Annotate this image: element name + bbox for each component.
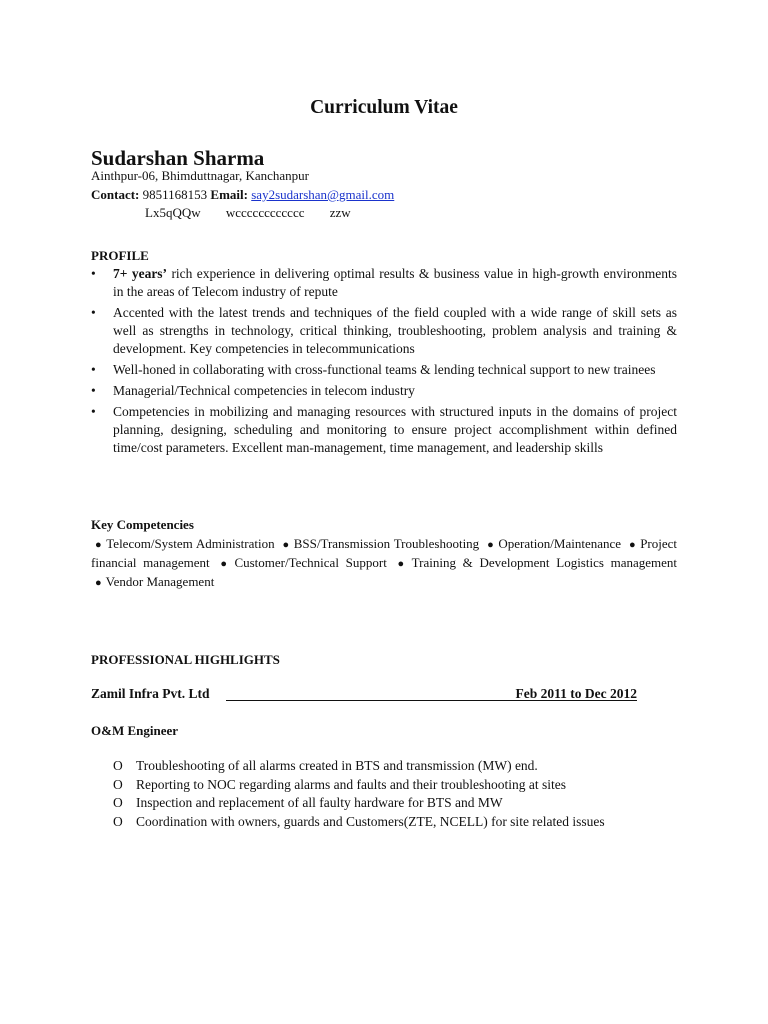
employer-row bbox=[91, 685, 637, 703]
profile-item-text: Well-honed in collaborating with cross-functional teams & lending technical support to new trainees bbox=[113, 362, 656, 377]
candidate-name: Sudarshan Sharma bbox=[91, 146, 265, 170]
stray-text: zzw bbox=[329, 205, 351, 220]
competency-item: Training & Development bbox=[411, 555, 550, 570]
bullet-icon: ● bbox=[628, 539, 637, 551]
circle-bullet-icon: O bbox=[113, 795, 123, 810]
duty-item bbox=[113, 813, 605, 832]
bullet-icon: ● bbox=[487, 539, 495, 551]
phone-number: 9851168153 bbox=[142, 187, 208, 202]
competency-item: Telecom/System Administration bbox=[106, 536, 275, 551]
profile-heading: PROFILE bbox=[91, 248, 149, 263]
stray-text-line bbox=[145, 204, 373, 222]
address: Ainthpur-06, Bhimduttnagar, Kanchanpur bbox=[91, 168, 310, 183]
competency-item: Customer/Technical Support bbox=[234, 555, 387, 570]
employer-name: Zamil Infra Pvt. Ltd bbox=[91, 686, 210, 701]
document-title: Curriculum Vitae bbox=[310, 97, 458, 118]
profile-list bbox=[91, 265, 677, 460]
stray-text: wcccccccccccc bbox=[225, 205, 305, 220]
bullet-icon: • bbox=[91, 266, 96, 281]
circle-bullet-icon: O bbox=[113, 813, 123, 829]
key-competencies-list bbox=[91, 535, 677, 592]
contact-line bbox=[91, 186, 394, 204]
bullet-icon: ● bbox=[397, 558, 408, 570]
competency-item: Project financial management bbox=[91, 536, 678, 570]
contact-label: Contact: bbox=[91, 187, 140, 202]
competency-item: Vendor Management bbox=[105, 574, 215, 589]
key-competencies-heading: Key Competencies bbox=[91, 517, 194, 532]
profile-item bbox=[91, 304, 677, 358]
duties-list bbox=[113, 757, 605, 831]
profile-item bbox=[91, 403, 677, 457]
circle-bullet-icon: O bbox=[113, 758, 123, 773]
competency-item: BSS/Transmission Troubleshooting bbox=[293, 536, 480, 551]
bullet-icon: • bbox=[91, 362, 96, 377]
employment-dates: Feb 2011 to Dec 2012 bbox=[515, 686, 637, 701]
bullet-icon: • bbox=[91, 305, 96, 320]
stray-text: Lx5qQQw bbox=[145, 205, 201, 220]
email-link[interactable]: say2sudarshan@gmail.com bbox=[251, 187, 395, 202]
profile-item-text: rich experience in delivering optimal results & business value in high-growth environments in the areas of Telecom industry of repute bbox=[113, 266, 677, 299]
duty-text: Coordination with owners, guards and Customers(ZTE, NCELL) for site related issues bbox=[136, 813, 605, 829]
duty-item bbox=[113, 757, 605, 776]
bullet-icon: ● bbox=[95, 539, 103, 551]
profile-item-text: Competencies in mobilizing and managing resources with structured inputs in the domains of project planning, designing, scheduling and monitoring to ensure project accomplishment within defined time/cost parameters. Excellent man-management, time management, and leadership skills bbox=[113, 404, 677, 455]
competency-item: Operation/Maintenance bbox=[498, 536, 622, 551]
profile-item-emphasis: 7+ years’ bbox=[113, 266, 168, 281]
competency-item: Logistics management bbox=[556, 555, 678, 570]
bullet-icon: ● bbox=[220, 558, 231, 570]
profile-item-text: Accented with the latest trends and techniques of the field coupled with a wide range of skill sets as well as strengths in technology, critical thinking, troubleshooting, problem analysis and training & development. Key competencies in telecommunications bbox=[113, 305, 677, 356]
profile-item bbox=[91, 265, 677, 301]
circle-bullet-icon: O bbox=[113, 776, 123, 792]
bullet-icon: • bbox=[91, 383, 96, 398]
profile-item-text: Managerial/Technical competencies in telecom industry bbox=[113, 383, 415, 398]
bullet-icon: • bbox=[91, 404, 96, 419]
duty-item bbox=[113, 776, 605, 795]
duty-item bbox=[113, 794, 605, 813]
professional-heading: PROFESSIONAL HIGHLIGHTS bbox=[91, 652, 280, 667]
profile-item bbox=[91, 382, 677, 400]
profile-item bbox=[91, 361, 677, 379]
duty-text: Inspection and replacement of all faulty hardware for BTS and MW bbox=[136, 795, 503, 810]
job-role: O&M Engineer bbox=[91, 723, 179, 738]
email-label: Email: bbox=[210, 187, 248, 202]
bullet-icon: ● bbox=[95, 577, 102, 589]
duty-text: Troubleshooting of all alarms created in BTS and transmission (MW) end. bbox=[136, 758, 538, 773]
bullet-icon: ● bbox=[282, 539, 290, 551]
duty-text: Reporting to NOC regarding alarms and faults and their troubleshooting at sites bbox=[136, 776, 567, 792]
